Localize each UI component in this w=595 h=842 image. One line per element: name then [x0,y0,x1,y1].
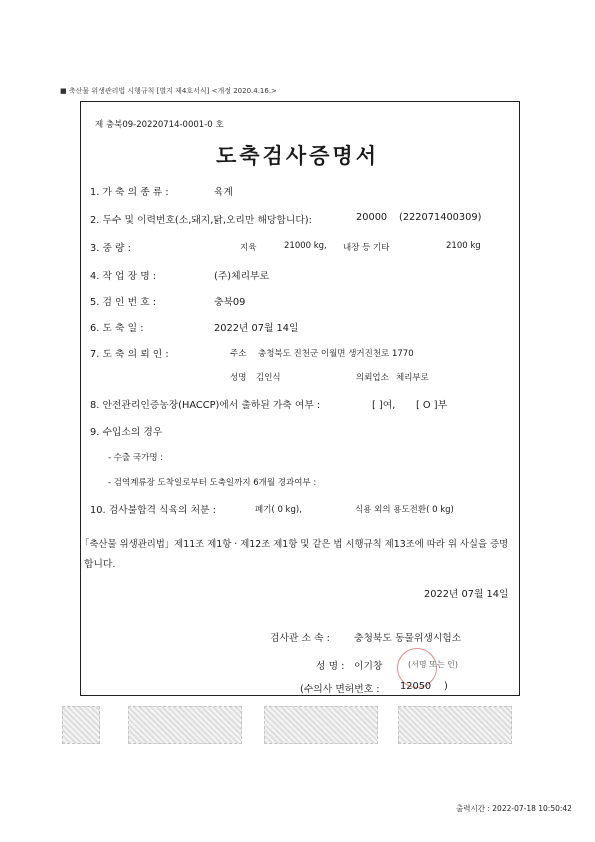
carcass-weight-value: 21000 kg, [284,241,327,251]
certification-statement-end: 합니다. [84,559,116,570]
carcass-weight-label: 지육 [240,243,257,253]
export-country-label: - 수출 국가명 : [108,453,164,463]
inspection-stamp-label: 5. 검 인 번 호 : [90,297,157,308]
requester-corp-value: 체리부로 [396,373,429,383]
inspector-dept-value: 충청북도 동물위생시험소 [354,633,462,644]
redacted-block-2 [128,706,242,744]
redacted-block-3 [264,706,378,744]
vet-license-label: (수의사 면허번호 : [300,684,380,695]
weight-label: 3. 중 량 : [90,243,131,254]
document-number: 제 충북09-20220714-0001-0 호 [95,120,224,130]
redacted-block-4 [398,706,512,744]
offal-weight-label: 내장 등 기타 [343,243,390,253]
vet-license-value: 12050 [400,681,432,692]
requester-name-label: 성명 [230,373,247,383]
signature-label: (서명 또는 인) [408,660,458,669]
haccp-label: 8. 안전관리인증농장(HACCP)에서 출하된 가축 여부 : [90,400,321,411]
requester-address-value: 충청북도 진천군 이월면 생거진천로 1770 [258,349,414,359]
issue-date: 2022년 07월 14일 [424,589,509,600]
rejected-meat-label: 10. 검사불합격 식육의 처분 : [90,505,216,516]
import-label: 9. 수입소의 경우 [90,427,163,438]
requester-corp-label: 의뢰업소 [356,373,389,383]
requester-label: 7. 도 축 의 뢰 인 : [90,349,169,360]
workplace-value: (주)체리부로 [214,271,269,282]
vet-license-close: ) [444,681,448,692]
inspector-name-value: 이기창 [354,661,383,672]
print-timestamp: 출력시간 : 2022-07-18 10:50:42 [456,804,572,813]
workplace-label: 4. 작 업 장 명 : [90,271,157,282]
trace-number-value: (222071400309) [399,212,482,223]
slaughter-date-label: 6. 도 축 일 : [90,323,144,334]
livestock-type-label: 1. 가 축 의 종 류 : [90,187,169,198]
haccp-no-box: [ O ]부 [416,400,448,411]
requester-name-value: 김인식 [256,373,281,383]
form-header-note: ■ 축산물 위생관리법 시행규칙 [별지 제4호서식] <개정 2020.4.16.> [60,87,277,95]
inspector-dept-label: 검사관 소 속 : [270,633,330,644]
head-count-label: 2. 두수 및 이력번호(소,돼지,닭,오리만 해당합니다): [90,215,312,226]
livestock-type-value: 육계 [214,187,233,198]
offal-weight-value: 2100 kg [446,241,481,251]
page-title: 도축검사증명서 [215,144,379,168]
redacted-block-1 [62,706,100,744]
quarantine-elapsed-label: - 검역계류장 도착일로부터 도축일까지 6개월 경과여부 : [108,478,317,488]
conversion-weight: 식용 외의 용도전환( 0 kg) [355,505,454,515]
inspection-stamp-value: 충북09 [214,297,246,308]
head-count-value: 20000 [356,212,388,223]
inspector-name-label: 성 명 : [316,661,345,672]
certification-statement: 「축산물 위생관리법」제11조 제1항 · 제12조 제1항 및 같은 법 시행규칙 제13조에 따라 위 사실을 증명 [80,539,509,550]
slaughter-date-value: 2022년 07월 14일 [214,323,299,334]
requester-address-label: 주소 [230,349,247,359]
disposal-weight: 폐기( 0 kg), [255,505,302,515]
haccp-yes-box: [ ]여, [372,400,396,411]
